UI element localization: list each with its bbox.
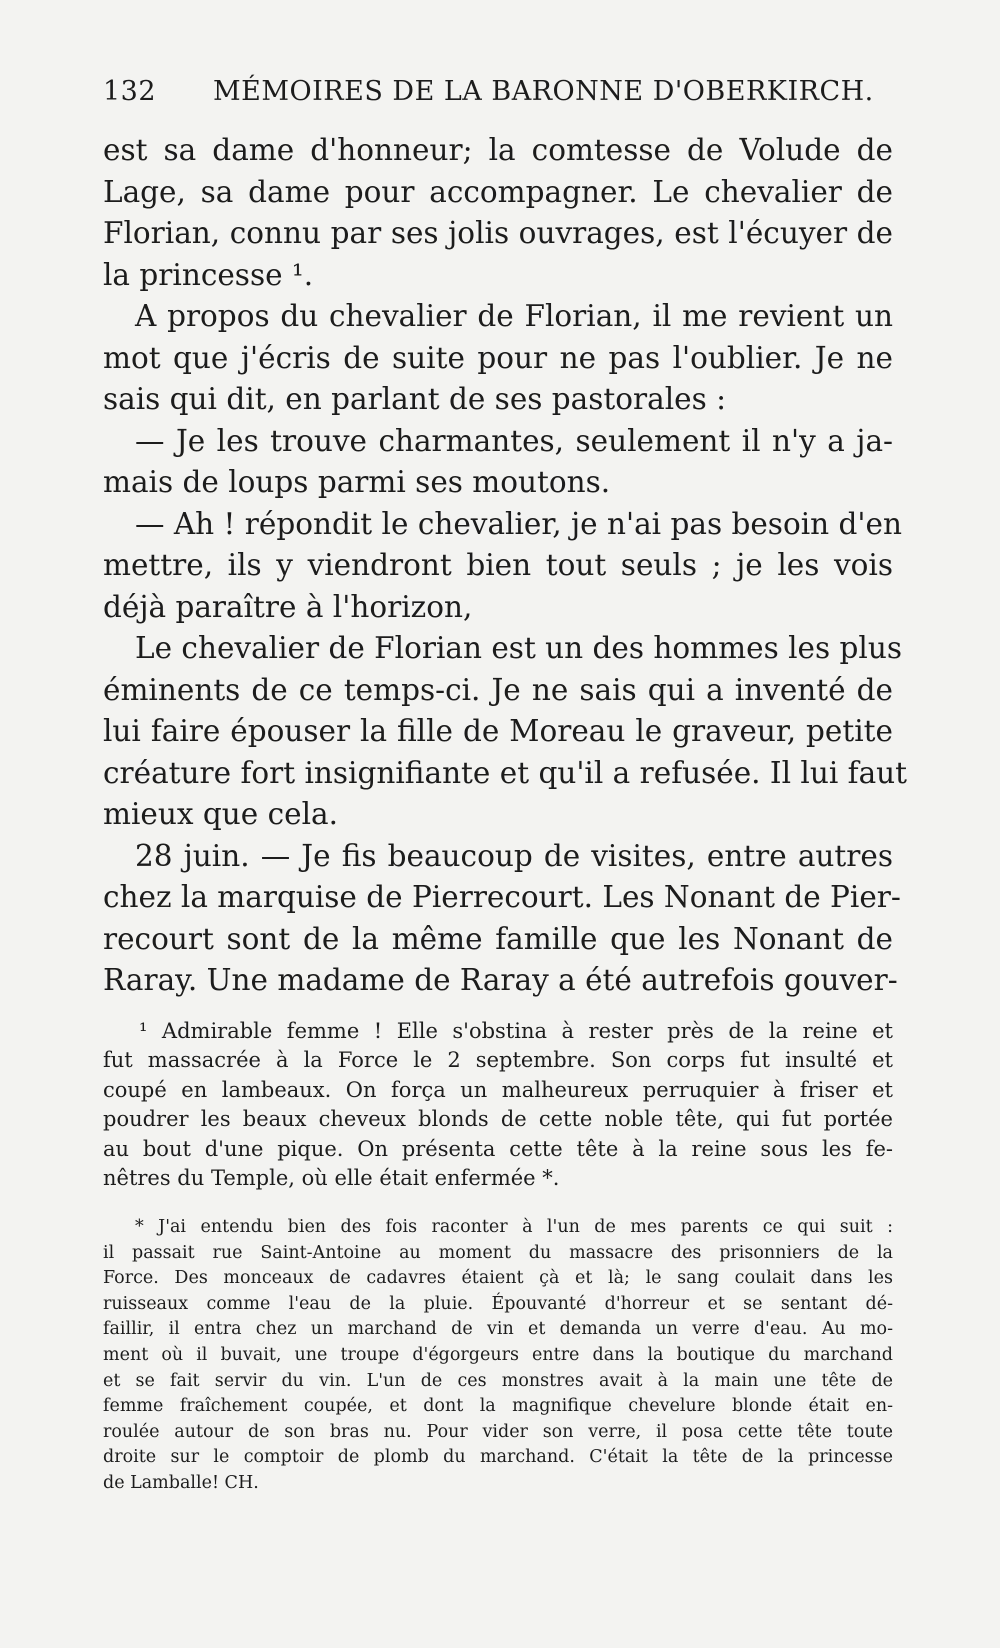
sub-footnote-line: femme fraîchement coupée, et dont la magnifique chevelure blonde était en- [103, 1396, 893, 1417]
sub-footnote-line: ruisseaux comme l'eau de la pluie. Épouvanté d'horreur et se sentant dé- [103, 1293, 893, 1314]
sub-footnote-line: ment où il buvait, une troupe d'égorgeurs entre dans la boutique du marchand [103, 1344, 893, 1365]
sub-footnote-line: * J'ai entendu bien des fois raconter à l'un de mes parents ce qui suit : [135, 1217, 893, 1237]
footnote-line: ¹ Admirable femme ! Elle s'obstina à rester près de la reine et [139, 1019, 893, 1043]
text-line: mais de loups parmi ses moutons. [103, 465, 611, 499]
text-line: chez la marquise de Pierrecourt. Les Nonant de Pier- [103, 880, 901, 914]
page-number: 132 [103, 76, 157, 107]
text-line: mettre, ils y viendront bien tout seuls ; je les vois [103, 548, 893, 582]
text-line: recourt sont de la même famille que les Nonant de [103, 921, 893, 956]
text-line: éminents de ce temps-ci. Je ne sais qui a inventé de [103, 672, 893, 707]
text-line: A propos du chevalier de Florian, il me revient un [135, 299, 893, 333]
footnote-line: nêtres du Temple, où elle était enfermée *. [103, 1165, 560, 1190]
sub-footnote-line: Force. Des monceaux de cadavres étaient çà et là; le sang coulait dans les [103, 1268, 893, 1289]
text-line: lui faire épouser la fille de Moreau le graveur, petite [103, 714, 893, 748]
text-line: Le chevalier de Florian est un des hommes les plus [135, 631, 902, 665]
text-line: est sa dame d'honneur; la comtesse de Volude de [103, 133, 893, 167]
text-line: Raray. Une madame de Raray a été autrefois gouver- [103, 963, 898, 997]
sub-footnote-line: de Lamballe! CH. [103, 1472, 259, 1493]
sub-footnote-line: faillir, il entra chez un marchand de vin et demanda un verre d'eau. Au mo- [103, 1319, 893, 1340]
footnote-line: au bout d'une pique. On présenta cette tête à la reine sous les fe- [103, 1136, 893, 1161]
text-line: sais qui dit, en parlant de ses pastorales : [103, 382, 727, 416]
page-header [103, 76, 874, 116]
text-line: la princesse ¹. [103, 257, 314, 292]
sub-footnote-line: il passait rue Saint-Antoine au moment du massacre des prisonniers de la [103, 1242, 893, 1263]
text-line: Lage, sa dame pour accompagner. Le chevalier de [103, 174, 893, 209]
text-line: déjà paraître à l'horizon, [103, 589, 473, 624]
text-line: — Je les trouve charmantes, seulement il n'y a ja- [135, 423, 893, 458]
footnote-line: coupé en lambeaux. On força un malheureux perruquier à friser et [103, 1077, 893, 1102]
text-line: mot que j'écris de suite pour ne pas l'oublier. Je ne [103, 340, 893, 375]
text-line: 28 juin. — Je fis beaucoup de visites, entre autres [135, 838, 893, 873]
sub-footnote-line: droite sur le comptoir de plomb du marchand. C'était la tête de la princesse [103, 1447, 893, 1468]
sub-footnote [103, 1215, 893, 1497]
footnote-line: fut massacrée à la Force le 2 septembre. Son corps fut insulté et [103, 1048, 893, 1073]
sub-footnote-line: roulée autour de son bras nu. Pour vider son verre, il posa cette tête toute [103, 1421, 893, 1442]
text-line: créature fort insignifiante et qu'il a refusée. Il lui faut [103, 755, 908, 790]
running-title: MÉMOIRES DE LA BARONNE D'OBERKIRCH. [213, 76, 874, 107]
footnote-line: poudrer les beaux cheveux blonds de cette noble tête, qui fut portée [103, 1107, 893, 1132]
sub-footnote-line: et se fait servir du vin. L'un de ces monstres avait à la main une tête de [103, 1370, 893, 1391]
main-text [103, 130, 908, 1002]
text-line: mieux que cela. [103, 797, 338, 831]
text-line: — Ah ! répondit le chevalier, je n'ai pas besoin d'en [135, 506, 902, 541]
text-line: Florian, connu par ses jolis ouvrages, est l'écuyer de [103, 216, 893, 250]
footnote [103, 1017, 893, 1193]
